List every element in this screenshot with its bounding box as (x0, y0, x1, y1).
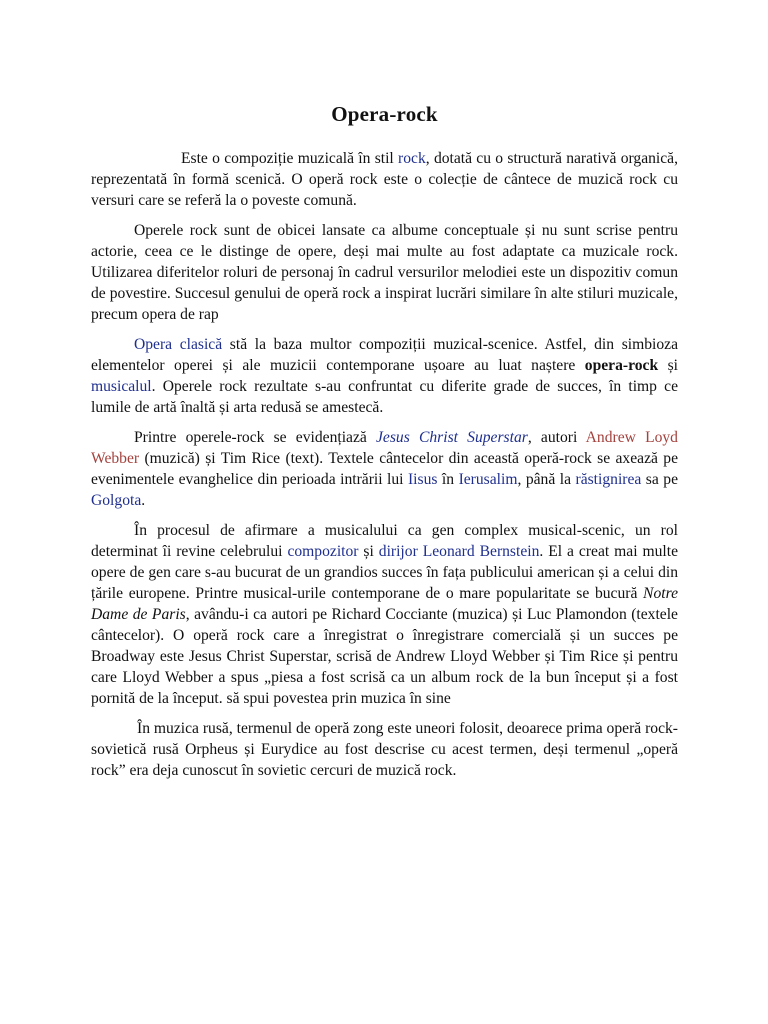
link-jesus-christ-superstar[interactable]: Jesus Christ Superstar (376, 429, 528, 446)
p3-text-2: și (658, 357, 678, 374)
document-title: Opera-rock (331, 102, 438, 126)
paragraph-3 (91, 334, 678, 418)
paragraph-4 (91, 427, 678, 511)
link-rastignirea[interactable]: răstignirea (575, 471, 642, 488)
p5-text-1: În procesul de afirmare a musicalului ca gen complex musical-scenic, un rol determinat îi revine celebrului (91, 522, 678, 560)
link-leonard-bernstein[interactable]: Leonard Bernstein (422, 543, 540, 560)
p5-text-2: și (358, 543, 379, 560)
link-ierusalim[interactable]: Ierusalim (458, 471, 518, 488)
paragraph-2: Operele rock sunt de obicei lansate ca albume conceptuale și nu sunt scrise pentru actorie, ceea ce le distinge de opere, deși mai multe au fost adaptate ca muzicale rock. Utilizarea diferitelor roluri de personaj în cadrul versurilor melodiei este un dispozitiv comun de povestire. Succesul genului de operă rock a inspirat lucrări similare în alte stiluri muzicale, precum opera de rap (91, 222, 678, 323)
link-opera-clasica[interactable]: Opera clasică (134, 336, 223, 353)
document-page (91, 100, 678, 790)
link-compozitor[interactable]: compozitor (287, 543, 359, 560)
paragraph-5 (91, 520, 678, 709)
link-musicalul[interactable]: musicalul (91, 378, 152, 395)
p4-text-4: în (437, 471, 459, 488)
paragraph-1 (91, 148, 678, 211)
p4-text-6: sa pe (641, 471, 678, 488)
p4-text-1: Printre operele-rock se evidențiază (134, 429, 376, 446)
paragraph-6: În muzica rusă, termenul de operă zong este uneori folosit, deoarece prima operă rock-sovietică rusă Orpheus și Eurydice au fost descrise cu acest termen, deși termenul „operă rock” era deja cunoscut în sovietic cercuri de muzică rock. (91, 720, 678, 779)
p5-text-4: . El a creat mai multe opere de gen care s-au bucurat de un grandios succes în fața publicului american și a celui din țările europene. Printre musical-urile contemporane de o mare popularitate se bucură (91, 543, 678, 602)
p4-text-3: (muzică) și Tim Rice (text). Textele cântecelor din această operă-rock se axează pe evenimentele evanghelice din perioada intrării lui (91, 450, 678, 488)
link-andrew-loyd-webber[interactable]: Andrew Loyd Webber (91, 429, 678, 467)
opera-rock-bold: opera-rock (584, 357, 659, 374)
link-iisus[interactable]: Iisus (407, 471, 438, 488)
p4-text-2: , autori (527, 429, 586, 446)
p4-text-5: , până la (517, 471, 576, 488)
notre-dame-de-paris-italic: Notre Dame de Paris (91, 585, 678, 623)
p3-text-1: stă la baza multor compoziții muzical-scenice. Astfel, din simbioza elementelor operei și ale muzicii contemporane ușoare au luat naștere (91, 336, 678, 374)
link-rock[interactable]: rock (398, 150, 426, 167)
p5-text-5: , avându-i ca autori pe Richard Cocciante (muzica) și Luc Plamondon (textele cântecelor). O operă rock care a înregistrat o înregistrare comercială și un succes pe Broadway este Jesus Christ Superstar, scrisă de Andrew Lloyd Webber și Tim Rice și pentru care Lloyd Webber a spus „piesa a fost scrisă ca un album rock de la bun început și a fost pornită de la început. să spui povestea prin muzica în sine (91, 606, 678, 707)
link-golgota[interactable]: Golgota (91, 492, 142, 509)
p4-text-7: . (141, 492, 146, 509)
link-dirijor[interactable]: dirijor (378, 543, 418, 560)
p1-text-2: , dotată cu o structură narativă organică, reprezentată în formă scenică. O operă rock este o colecție de cântece de muzică rock cu versuri care se referă la o poveste comună. (91, 150, 678, 209)
p3-text-3: . Operele rock rezultate s-au confruntat cu diferite grade de succes, în timp ce lumile de artă înaltă și arta redusă se amestecă. (91, 378, 678, 416)
p1-text-1: Este o compoziție muzicală în stil (181, 150, 399, 167)
